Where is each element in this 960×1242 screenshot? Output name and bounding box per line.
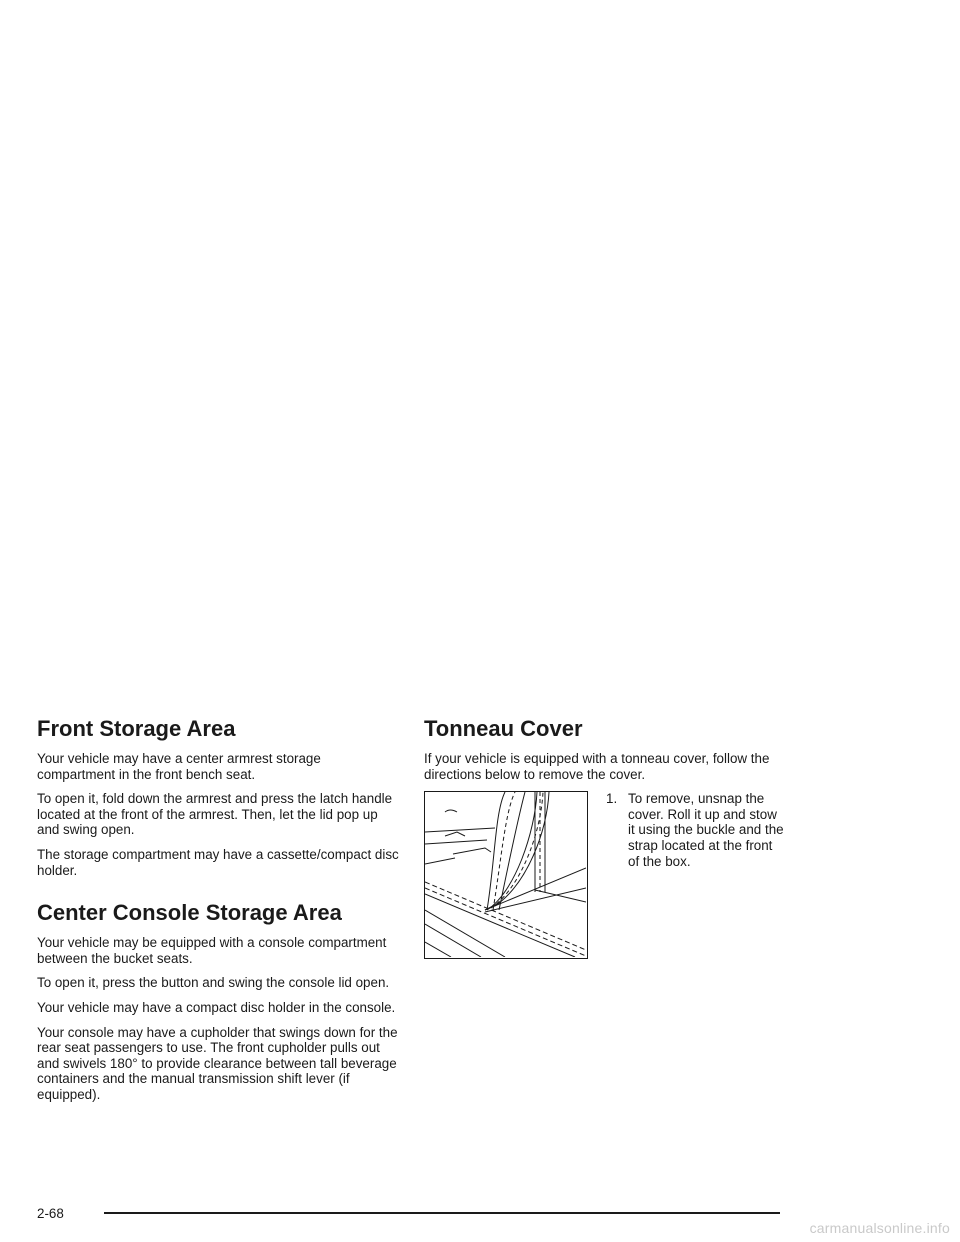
- page-number: 2-68: [37, 1206, 64, 1221]
- front-storage-paragraph-2: To open it, fold down the armrest and press the latch handle located at the front of the armrest. Then, let the lid pop up and swing open.: [37, 791, 393, 838]
- center-console-paragraph-2: To open it, press the button and swing the console lid open.: [37, 975, 390, 991]
- front-storage-heading: Front Storage Area: [37, 716, 236, 741]
- front-storage-paragraph-1: Your vehicle may have a center armrest storage compartment in the front bench seat.: [37, 751, 321, 782]
- tonneau-cover-intro: If your vehicle is equipped with a tonneau cover, follow the directions below to remove the cover.: [424, 751, 770, 782]
- tonneau-cover-illustration: [424, 791, 588, 959]
- step-text: To remove, unsnap the cover. Roll it up and stow it using the buckle and the strap located at the front of the box.: [628, 791, 784, 869]
- tonneau-figure-row: [424, 791, 804, 959]
- center-console-paragraph-1: Your vehicle may be equipped with a console compartment between the bucket seats.: [37, 935, 387, 966]
- center-console-paragraph-3: Your vehicle may have a compact disc holder in the console.: [37, 999, 396, 1015]
- front-storage-paragraph-3: The storage compartment may have a cassette/compact disc holder.: [37, 846, 399, 878]
- right-column: [424, 716, 804, 959]
- tonneau-step-1: [606, 791, 786, 869]
- watermark-text: carmanualsonline.info: [809, 1220, 950, 1236]
- left-column: [37, 716, 399, 1112]
- center-console-heading: Center Console Storage Area: [37, 900, 342, 926]
- tonneau-cover-heading: Tonneau Cover: [424, 716, 583, 741]
- center-console-paragraph-4: Your console may have a cupholder that swings down for the rear seat passengers to use. The front cupholder pulls out and swivels 180° to provide clearance between tall beverage containers and the manual transmission shift lever (if equipped).: [37, 1024, 398, 1102]
- footer-rule: [104, 1212, 780, 1214]
- step-number: 1.: [606, 791, 618, 807]
- tonneau-line-drawing: [425, 792, 586, 957]
